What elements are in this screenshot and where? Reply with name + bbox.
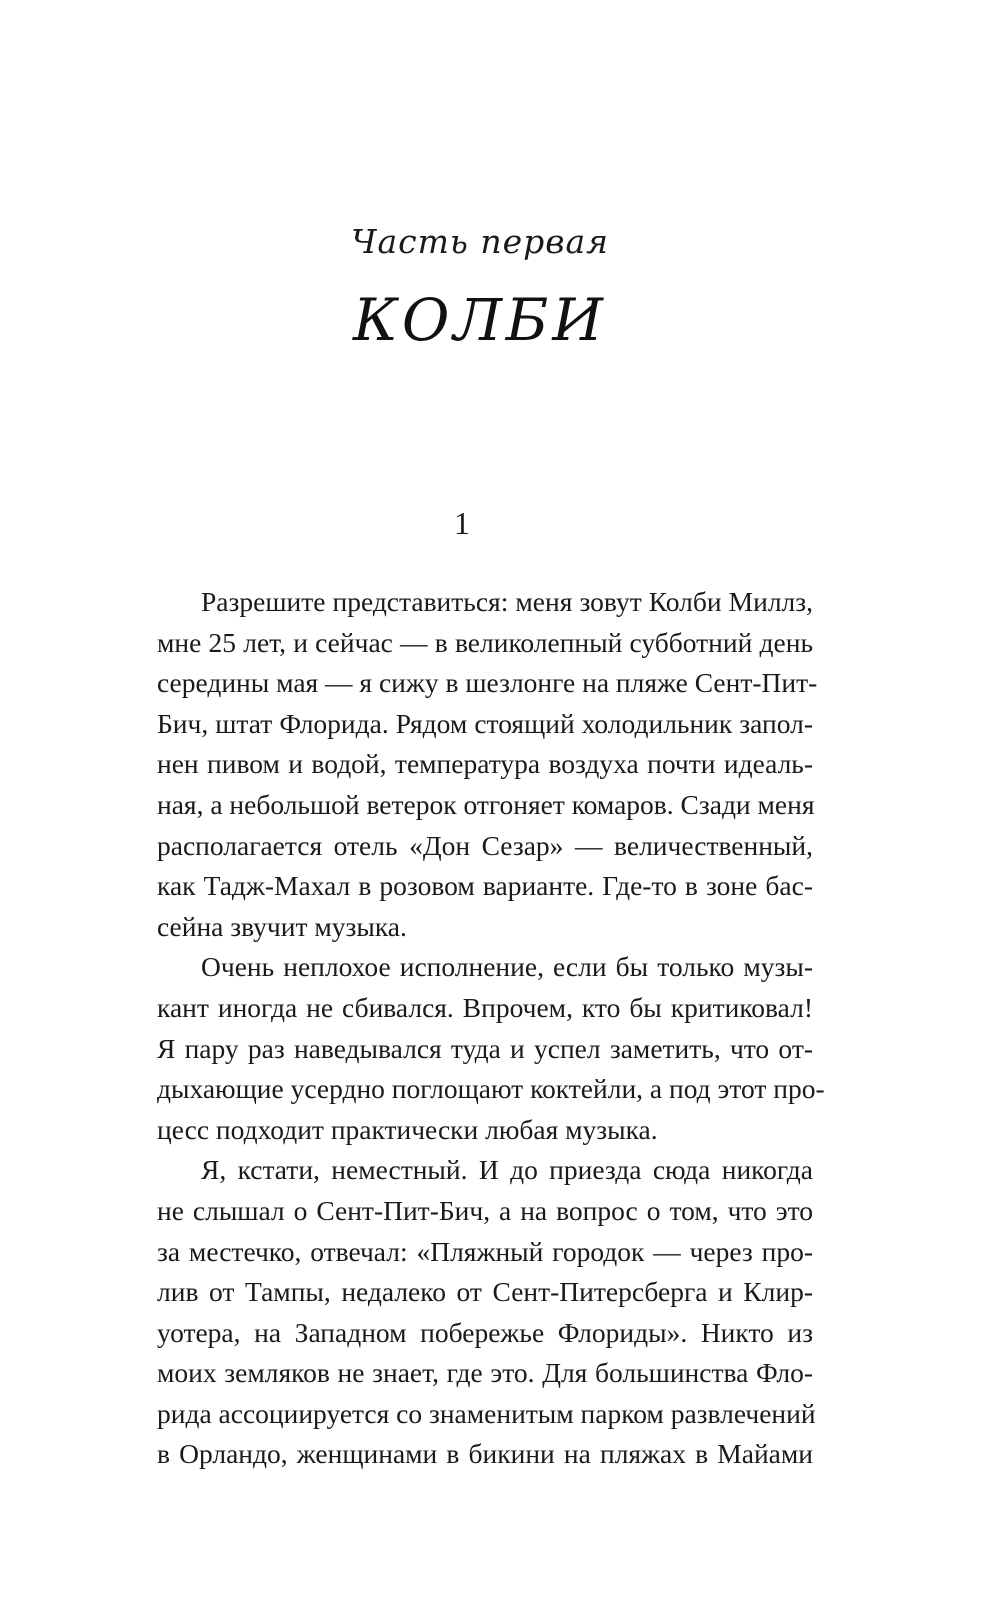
text-line: ная, а небольшой ветерок отгоняет комаров. Сзади меня xyxy=(157,788,815,820)
text-line: мне 25 лет, и сейчас — в великолепный субботний день xyxy=(157,626,813,658)
text-line: уотера, на Западном побережье Флориды». Никто из xyxy=(157,1316,813,1348)
text-line: середины мая — я сижу в шезлонге на пляже Сент-Пит- xyxy=(157,667,818,699)
body-text xyxy=(113,582,825,1475)
paragraph-1 xyxy=(113,582,818,947)
paragraph-2 xyxy=(113,947,825,1150)
text-line: моих земляков не знает, где это. Для большинства Фло- xyxy=(157,1357,813,1389)
part-name: КОЛБИ xyxy=(352,286,608,354)
text-line: лив от Тампы, недалеко от Сент-Питерсберга и Клир- xyxy=(157,1276,813,1308)
text-line: как Тадж-Махал в розовом варианте. Где-то в зоне бас- xyxy=(157,870,813,902)
text-line: рида ассоциируется со знаменитым парком развлечений xyxy=(157,1397,816,1429)
text-line: Разрешите представиться: меня зовут Колби Миллз, xyxy=(201,586,813,617)
text-line: сейна звучит музыка. xyxy=(157,910,407,942)
chapter-number: 1 xyxy=(454,505,470,541)
text-line: Я пару раз наведывался туда и успел заметить, что от- xyxy=(157,1032,813,1064)
paragraph-3 xyxy=(113,1150,816,1475)
text-line: цесс подходит практически любая музыка. xyxy=(157,1113,658,1145)
text-line: Бич, штат Флорида. Рядом стоящий холодильник запол- xyxy=(157,707,813,739)
part-label: Часть первая xyxy=(350,222,610,261)
text-line: Я, кстати, неместный. И до приезда сюда никогда xyxy=(201,1154,813,1186)
text-line: нен пивом и водой, температура воздуха почти идеаль- xyxy=(157,748,813,780)
text-line: кант иногда не сбивался. Впрочем, кто бы критиковал! xyxy=(157,991,813,1023)
text-line: дыхающие усердно поглощают коктейли, а под этот про- xyxy=(157,1073,825,1105)
text-line: Очень неплохое исполнение, если бы только музы- xyxy=(201,951,813,983)
text-line: за местечко, отвечал: «Пляжный городок — через про- xyxy=(157,1235,813,1267)
text-line: в Орландо, женщинами в бикини на пляжах в Майами xyxy=(157,1438,813,1470)
text-line: не слышал о Сент-Пит-Бич, а на вопрос о том, что это xyxy=(157,1194,813,1226)
text-line: располагается отель «Дон Сезар» — величественный, xyxy=(157,829,813,861)
